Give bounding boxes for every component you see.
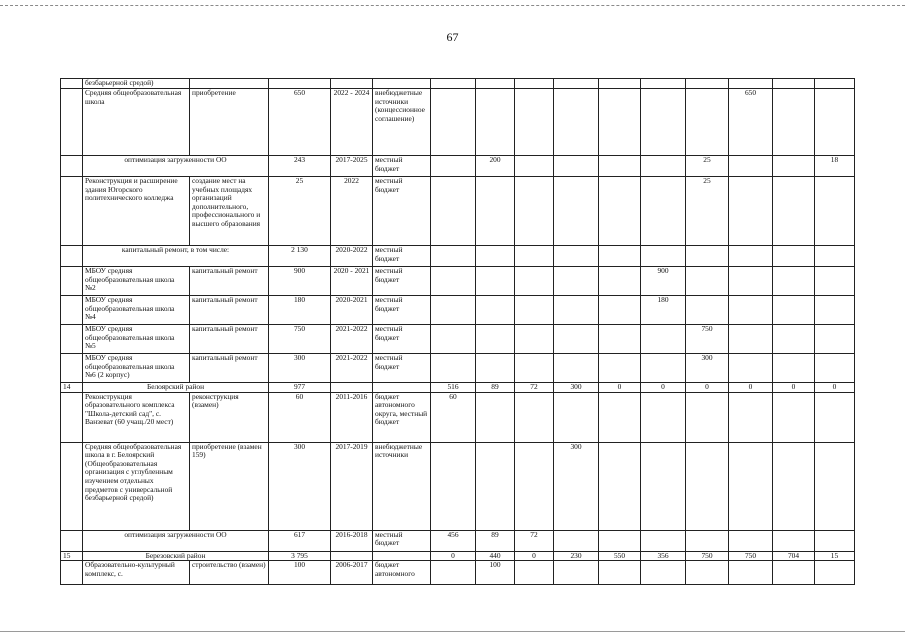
year-value-cell: 0 [729, 383, 773, 393]
year-value-cell: 180 [641, 296, 686, 325]
year-value-cell [686, 296, 729, 325]
district-row [61, 383, 855, 393]
table-row [61, 325, 855, 354]
year-value-cell [729, 561, 773, 585]
year-value-cell [554, 354, 599, 383]
cost-cell: 3 795 [269, 551, 331, 561]
year-value-cell [815, 561, 855, 585]
year-value-cell: 300 [686, 354, 729, 383]
table-row [61, 79, 855, 89]
year-value-cell [773, 442, 815, 530]
year-value-cell [729, 392, 773, 442]
year-value-cell: 300 [554, 442, 599, 530]
scan-bottom-edge [0, 631, 905, 632]
year-value-cell [815, 442, 855, 530]
table-row [61, 354, 855, 383]
funding-source-cell: местный бюджет [373, 246, 431, 267]
year-value-cell: 72 [515, 530, 554, 551]
row-number-cell [61, 354, 83, 383]
year-value-cell [515, 325, 554, 354]
empty-cell [641, 79, 686, 89]
year-value-cell [815, 246, 855, 267]
year-value-cell: 60 [431, 392, 476, 442]
year-value-cell [773, 246, 815, 267]
work-type-cell: приобретение (взамен 159) [190, 442, 269, 530]
funding-source-cell [373, 383, 431, 393]
scan-top-edge [0, 5, 905, 6]
year-value-cell [729, 267, 773, 296]
year-value-cell [729, 442, 773, 530]
year-value-cell [515, 442, 554, 530]
year-value-cell [773, 267, 815, 296]
year-value-cell [773, 156, 815, 177]
work-type-cell: создание мест на учебных площадях организаций дополнительного, профессионального и высшего образования [190, 177, 269, 246]
year-value-cell [773, 530, 815, 551]
year-value-cell: 200 [476, 156, 515, 177]
year-value-cell [431, 296, 476, 325]
table-row [61, 89, 855, 156]
table-row [61, 177, 855, 246]
year-value-cell: 25 [686, 156, 729, 177]
year-value-cell: 89 [476, 383, 515, 393]
object-name-cell: безбарьерной средой) [83, 79, 190, 89]
year-value-cell [641, 177, 686, 246]
empty-cell [729, 79, 773, 89]
cost-cell: 300 [269, 354, 331, 383]
year-value-cell [476, 354, 515, 383]
year-value-cell [476, 442, 515, 530]
year-value-cell [431, 354, 476, 383]
district-name-cell: Березовский район [83, 551, 269, 561]
period-cell: 2021-2022 [331, 325, 373, 354]
year-value-cell [815, 267, 855, 296]
cost-cell: 180 [269, 296, 331, 325]
year-value-cell [686, 530, 729, 551]
district-row [61, 551, 855, 561]
object-name-cell: Средняя общеобразовательная школа [83, 89, 190, 156]
period-cell: 2022 [331, 177, 373, 246]
year-value-cell [815, 392, 855, 442]
cost-cell: 100 [269, 561, 331, 585]
period-cell: 2020-2021 [331, 296, 373, 325]
funding-source-cell: местный бюджет [373, 296, 431, 325]
cost-cell: 2 130 [269, 246, 331, 267]
row-number-cell [61, 267, 83, 296]
summary-row [61, 156, 855, 177]
empty-cell [686, 79, 729, 89]
funding-source-cell: местный бюджет [373, 530, 431, 551]
year-value-cell [773, 177, 815, 246]
year-value-cell [431, 177, 476, 246]
object-name-cell: МБОУ средняя общеобразовательная школа №5 [83, 325, 190, 354]
year-value-cell: 704 [773, 551, 815, 561]
empty-cell [431, 79, 476, 89]
row-number-cell [61, 89, 83, 156]
year-value-cell: 356 [641, 551, 686, 561]
year-value-cell [686, 392, 729, 442]
work-type-cell: приобретение [190, 89, 269, 156]
year-value-cell [686, 89, 729, 156]
year-value-cell [773, 561, 815, 585]
year-value-cell: 900 [641, 267, 686, 296]
year-value-cell [815, 177, 855, 246]
year-value-cell [554, 296, 599, 325]
table-row [61, 561, 855, 585]
year-value-cell [554, 89, 599, 156]
period-cell [331, 383, 373, 393]
year-value-cell [554, 325, 599, 354]
district-number-cell: 15 [61, 551, 83, 561]
funding-source-cell: местный бюджет [373, 156, 431, 177]
table-row [61, 296, 855, 325]
funding-source-cell: бюджет автономного [373, 561, 431, 585]
year-value-cell [476, 325, 515, 354]
summary-label-cell: оптимизация загруженности ОО [83, 156, 269, 177]
row-number-cell [61, 177, 83, 246]
work-type-cell: капитальный ремонт [190, 354, 269, 383]
row-number-cell [61, 296, 83, 325]
year-value-cell [515, 296, 554, 325]
year-value-cell [554, 156, 599, 177]
budget-table [60, 78, 855, 585]
year-value-cell [729, 354, 773, 383]
year-value-cell: 15 [815, 551, 855, 561]
year-value-cell [729, 246, 773, 267]
year-value-cell [815, 325, 855, 354]
object-name-cell: МБОУ средняя общеобразовательная школа №6 (2 корпус) [83, 354, 190, 383]
year-value-cell [773, 354, 815, 383]
year-value-cell [476, 177, 515, 246]
year-value-cell [729, 296, 773, 325]
year-value-cell [641, 561, 686, 585]
object-name-cell: Средняя общеобразовательная школа в г. Белоярский (Общеобразовательная организация с углубленным изучением отдельных предметов с универсальной безбарьерной средой) [83, 442, 190, 530]
year-value-cell [515, 156, 554, 177]
year-value-cell [599, 530, 641, 551]
row-number-cell [61, 246, 83, 267]
year-value-cell [431, 89, 476, 156]
object-name-cell: Реконструкция образовательного комплекса "Школа-детский сад", с. Ванзеват (60 учащ./20 мест) [83, 392, 190, 442]
work-type-cell: капитальный ремонт [190, 267, 269, 296]
row-number-cell [61, 530, 83, 551]
period-cell [331, 551, 373, 561]
district-name-cell: Белоярский район [83, 383, 269, 393]
cost-cell: 750 [269, 325, 331, 354]
funding-source-cell [373, 551, 431, 561]
summary-row [61, 530, 855, 551]
year-value-cell: 0 [515, 551, 554, 561]
year-value-cell [554, 177, 599, 246]
year-value-cell [599, 325, 641, 354]
year-value-cell: 300 [554, 383, 599, 393]
year-value-cell [476, 246, 515, 267]
period-cell: 2006-2017 [331, 561, 373, 585]
row-number-cell [61, 156, 83, 177]
year-value-cell [554, 561, 599, 585]
year-value-cell: 0 [686, 383, 729, 393]
year-value-cell [641, 325, 686, 354]
funding-source-cell: внебюджетные источники (концессионное соглашение) [373, 89, 431, 156]
year-value-cell [515, 392, 554, 442]
cost-cell: 617 [269, 530, 331, 551]
period-cell: 2021-2022 [331, 354, 373, 383]
work-type-cell: капитальный ремонт [190, 296, 269, 325]
cost-cell: 650 [269, 89, 331, 156]
cost-cell: 977 [269, 383, 331, 393]
row-number-cell [61, 79, 83, 89]
year-value-cell [641, 392, 686, 442]
empty-cell [373, 79, 431, 89]
year-value-cell: 0 [431, 551, 476, 561]
year-value-cell: 440 [476, 551, 515, 561]
year-value-cell: 72 [515, 383, 554, 393]
row-number-cell [61, 442, 83, 530]
work-type-cell: реконструкция (взамен) [190, 392, 269, 442]
funding-source-cell: местный бюджет [373, 177, 431, 246]
year-value-cell [729, 177, 773, 246]
year-value-cell [554, 267, 599, 296]
year-value-cell [641, 530, 686, 551]
funding-source-cell: местный бюджет [373, 354, 431, 383]
object-name-cell: МБОУ средняя общеобразовательная школа №4 [83, 296, 190, 325]
empty-cell [331, 79, 373, 89]
year-value-cell [515, 89, 554, 156]
year-value-cell: 750 [686, 551, 729, 561]
district-number-cell: 14 [61, 383, 83, 393]
summary-label-cell: капитальный ремонт, в том числе: [83, 246, 269, 267]
year-value-cell [599, 354, 641, 383]
cost-cell: 900 [269, 267, 331, 296]
year-value-cell [476, 392, 515, 442]
page-number: 67 [446, 30, 459, 44]
empty-cell [815, 79, 855, 89]
year-value-cell [431, 246, 476, 267]
year-value-cell [554, 530, 599, 551]
period-cell: 2011-2016 [331, 392, 373, 442]
year-value-cell: 100 [476, 561, 515, 585]
year-value-cell [476, 89, 515, 156]
row-number-cell [61, 325, 83, 354]
cost-cell: 300 [269, 442, 331, 530]
period-cell: 2017-2019 [331, 442, 373, 530]
year-value-cell: 750 [686, 325, 729, 354]
period-cell: 2020 - 2021 [331, 267, 373, 296]
year-value-cell [431, 442, 476, 530]
year-value-cell [773, 325, 815, 354]
table-row [61, 392, 855, 442]
year-value-cell [815, 296, 855, 325]
year-value-cell [773, 392, 815, 442]
row-number-cell [61, 392, 83, 442]
year-value-cell [599, 561, 641, 585]
year-value-cell [641, 442, 686, 530]
funding-source-cell: местный бюджет [373, 267, 431, 296]
year-value-cell [476, 267, 515, 296]
summary-row [61, 246, 855, 267]
year-value-cell [641, 246, 686, 267]
year-value-cell [431, 156, 476, 177]
year-value-cell [729, 156, 773, 177]
funding-source-cell: местный бюджет [373, 325, 431, 354]
year-value-cell: 550 [599, 551, 641, 561]
year-value-cell [599, 156, 641, 177]
year-value-cell [599, 392, 641, 442]
year-value-cell: 456 [431, 530, 476, 551]
year-value-cell [431, 325, 476, 354]
year-value-cell [773, 89, 815, 156]
empty-cell [476, 79, 515, 89]
year-value-cell [515, 267, 554, 296]
empty-cell [515, 79, 554, 89]
table-row [61, 442, 855, 530]
year-value-cell [431, 561, 476, 585]
work-type-cell: капитальный ремонт [190, 325, 269, 354]
year-value-cell: 650 [729, 89, 773, 156]
year-value-cell: 25 [686, 177, 729, 246]
year-value-cell [686, 442, 729, 530]
year-value-cell: 0 [641, 383, 686, 393]
funding-source-cell: внебюджетные источники [373, 442, 431, 530]
year-value-cell [815, 354, 855, 383]
object-name-cell: Образовательно-культурный комплекс, с. [83, 561, 190, 585]
year-value-cell [599, 177, 641, 246]
work-type-cell: строительство (взамен) [190, 561, 269, 585]
summary-label-cell: оптимизация загруженности ОО [83, 530, 269, 551]
year-value-cell [773, 296, 815, 325]
year-value-cell [515, 246, 554, 267]
year-value-cell [599, 246, 641, 267]
year-value-cell [686, 246, 729, 267]
period-cell: 2022 - 2024 [331, 89, 373, 156]
year-value-cell: 18 [815, 156, 855, 177]
cost-cell: 60 [269, 392, 331, 442]
object-name-cell: МБОУ средняя общеобразовательная школа №2 [83, 267, 190, 296]
cost-cell: 243 [269, 156, 331, 177]
year-value-cell [554, 246, 599, 267]
year-value-cell [641, 89, 686, 156]
year-value-cell [686, 267, 729, 296]
year-value-cell [599, 442, 641, 530]
empty-cell [599, 79, 641, 89]
funding-source-cell: бюджет автономного округа, местный бюджет [373, 392, 431, 442]
year-value-cell [599, 267, 641, 296]
period-cell: 2016-2018 [331, 530, 373, 551]
table-row [61, 267, 855, 296]
year-value-cell [641, 354, 686, 383]
year-value-cell [431, 267, 476, 296]
cost-cell: 25 [269, 177, 331, 246]
year-value-cell [815, 89, 855, 156]
year-value-cell: 516 [431, 383, 476, 393]
period-cell: 2017-2025 [331, 156, 373, 177]
year-value-cell: 0 [773, 383, 815, 393]
object-name-cell: Реконструкция и расширение здания Югорского политехнического колледжа [83, 177, 190, 246]
year-value-cell [686, 561, 729, 585]
row-number-cell [61, 561, 83, 585]
year-value-cell [815, 530, 855, 551]
period-cell: 2020-2022 [331, 246, 373, 267]
year-value-cell: 0 [599, 383, 641, 393]
year-value-cell: 750 [729, 551, 773, 561]
year-value-cell [729, 325, 773, 354]
empty-cell [773, 79, 815, 89]
empty-cell [269, 79, 331, 89]
year-value-cell [599, 89, 641, 156]
year-value-cell [515, 354, 554, 383]
year-value-cell [515, 561, 554, 585]
year-value-cell: 89 [476, 530, 515, 551]
year-value-cell [476, 296, 515, 325]
empty-cell [190, 79, 269, 89]
year-value-cell: 0 [815, 383, 855, 393]
year-value-cell: 230 [554, 551, 599, 561]
year-value-cell [554, 392, 599, 442]
year-value-cell [729, 530, 773, 551]
year-value-cell [599, 296, 641, 325]
year-value-cell [641, 156, 686, 177]
year-value-cell [515, 177, 554, 246]
empty-cell [554, 79, 599, 89]
